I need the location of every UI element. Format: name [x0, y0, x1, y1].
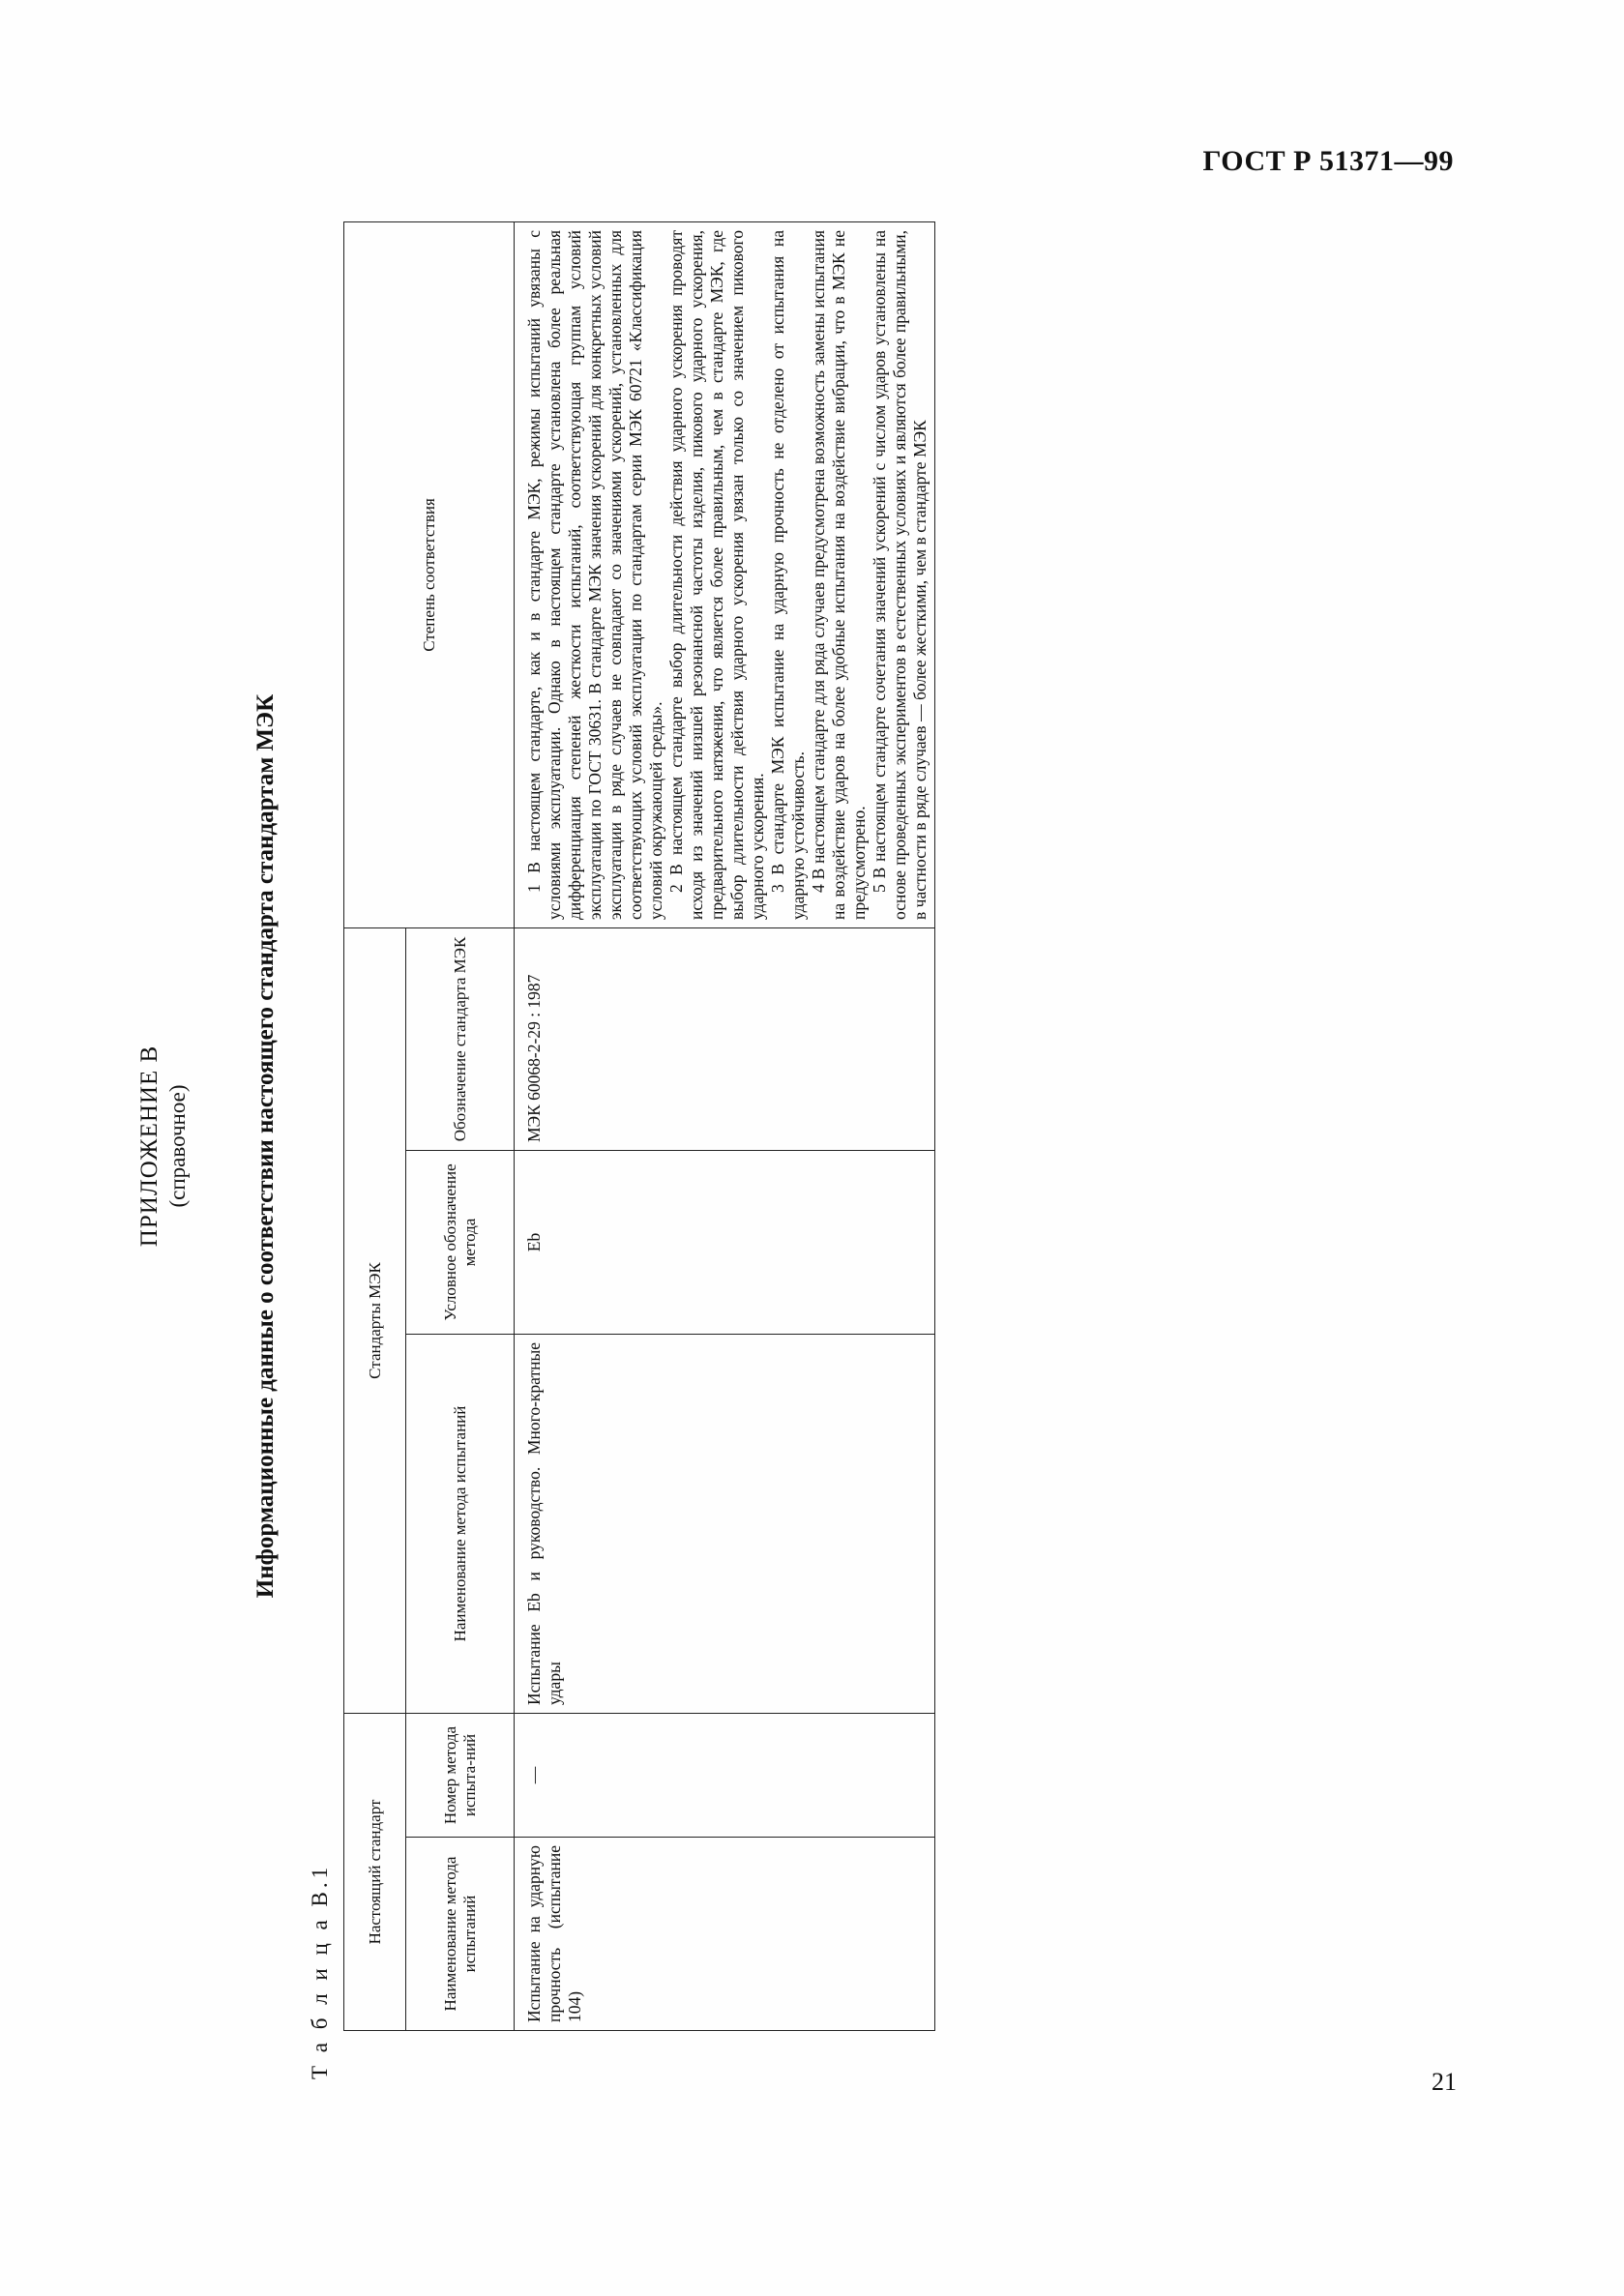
header-iec-method-name: Наименование метода испытаний: [406, 1335, 515, 1714]
compliance-paragraph: 5 В настоящем стандарте сочетания значений ускорений с числом ударов установлены на основе проведенных экспериментов в естественных условиях и являются более правильными, в частности в ряде случаев — более жесткими, чем в стандарте МЭК: [870, 229, 930, 920]
document-code: ГОСТ Р 51371—99: [1202, 145, 1454, 177]
header-method-name: Наименование метода испытаний: [406, 1838, 515, 2031]
appendix-subtitle: (справочное): [165, 1084, 190, 1208]
header-compliance: Степень соответствия: [344, 221, 515, 927]
compliance-paragraph: 3 В стандарте МЭК испытание на ударную прочность не отделено от испытания на ударную устойчивость.: [768, 229, 808, 920]
cell-method-name: Испытание на ударную прочность (испытание 104): [515, 1838, 935, 2031]
compliance-paragraph: 1 В настоящем стандарте, как и в стандарте МЭК, режимы испытаний увязаны с условиями эксплуатации. Однако в настоящем стандарте установлена более реальная дифференциация степеней жесткости испытаний, соответствующая группам условий эксплуатации по ГОСТ 30631. В стандарте МЭК значения ускорений для конкретных условий эксплуатации в ряде случаев не совпадают со значениями ускорений, установленных для соответствующих условий эксплуатации по стандартам серии МЭК 60721 «Классификация условий окружающей среды».: [524, 229, 665, 920]
cell-iec-method-name: Испытание Eb и руководство. Много-кратные удары: [515, 1335, 935, 1714]
table-caption: Информационные данные о соответствии настоящего стандарта стандартам МЭК: [252, 693, 279, 1599]
header-this-standard: Настоящий стандарт: [344, 1714, 406, 2031]
table-label: Т а б л и ц а В.1: [308, 1863, 332, 2079]
rotated-appendix-block: [135, 203, 1490, 2089]
cell-iec-symbol: Eb: [515, 1151, 935, 1335]
compliance-paragraph: 4 В настоящем стандарте для ряда случаев предусмотрена возможность замены испытания на воздействие ударов на более удобные испытания на воздействие вибрации, что в МЭК не предусмотрено.: [809, 229, 869, 920]
header-method-number: Номер метода испыта-ний: [406, 1714, 515, 1838]
cell-method-number: —: [515, 1714, 935, 1838]
header-iec-symbol: Условное обозначение метода: [406, 1151, 515, 1335]
cell-iec-designation: МЭК 60068-2-29 : 1987: [515, 927, 935, 1150]
compliance-paragraph: 2 В настоящем стандарте выбор длительности действия ударного ускорения проводят исходя из значений низшей резонансной частоты изделия, пикового ударного ускорения, предварительного натяжения, что является более правильным, чем в стандарте МЭК, где выбор длительности действия ударного ускорения увязан только со значением пикового ударного ускорения.: [666, 229, 767, 920]
header-iec-designation: Обозначение стандарта МЭК: [406, 927, 515, 1150]
table-row: [515, 221, 935, 2030]
header-iec-standards: Стандарты МЭК: [344, 927, 406, 1713]
page-number: 21: [1432, 2068, 1457, 2096]
appendix-title: ПРИЛОЖЕНИЕ В: [136, 1045, 162, 1248]
compliance-table: [343, 221, 935, 2031]
cell-compliance: [515, 221, 935, 927]
